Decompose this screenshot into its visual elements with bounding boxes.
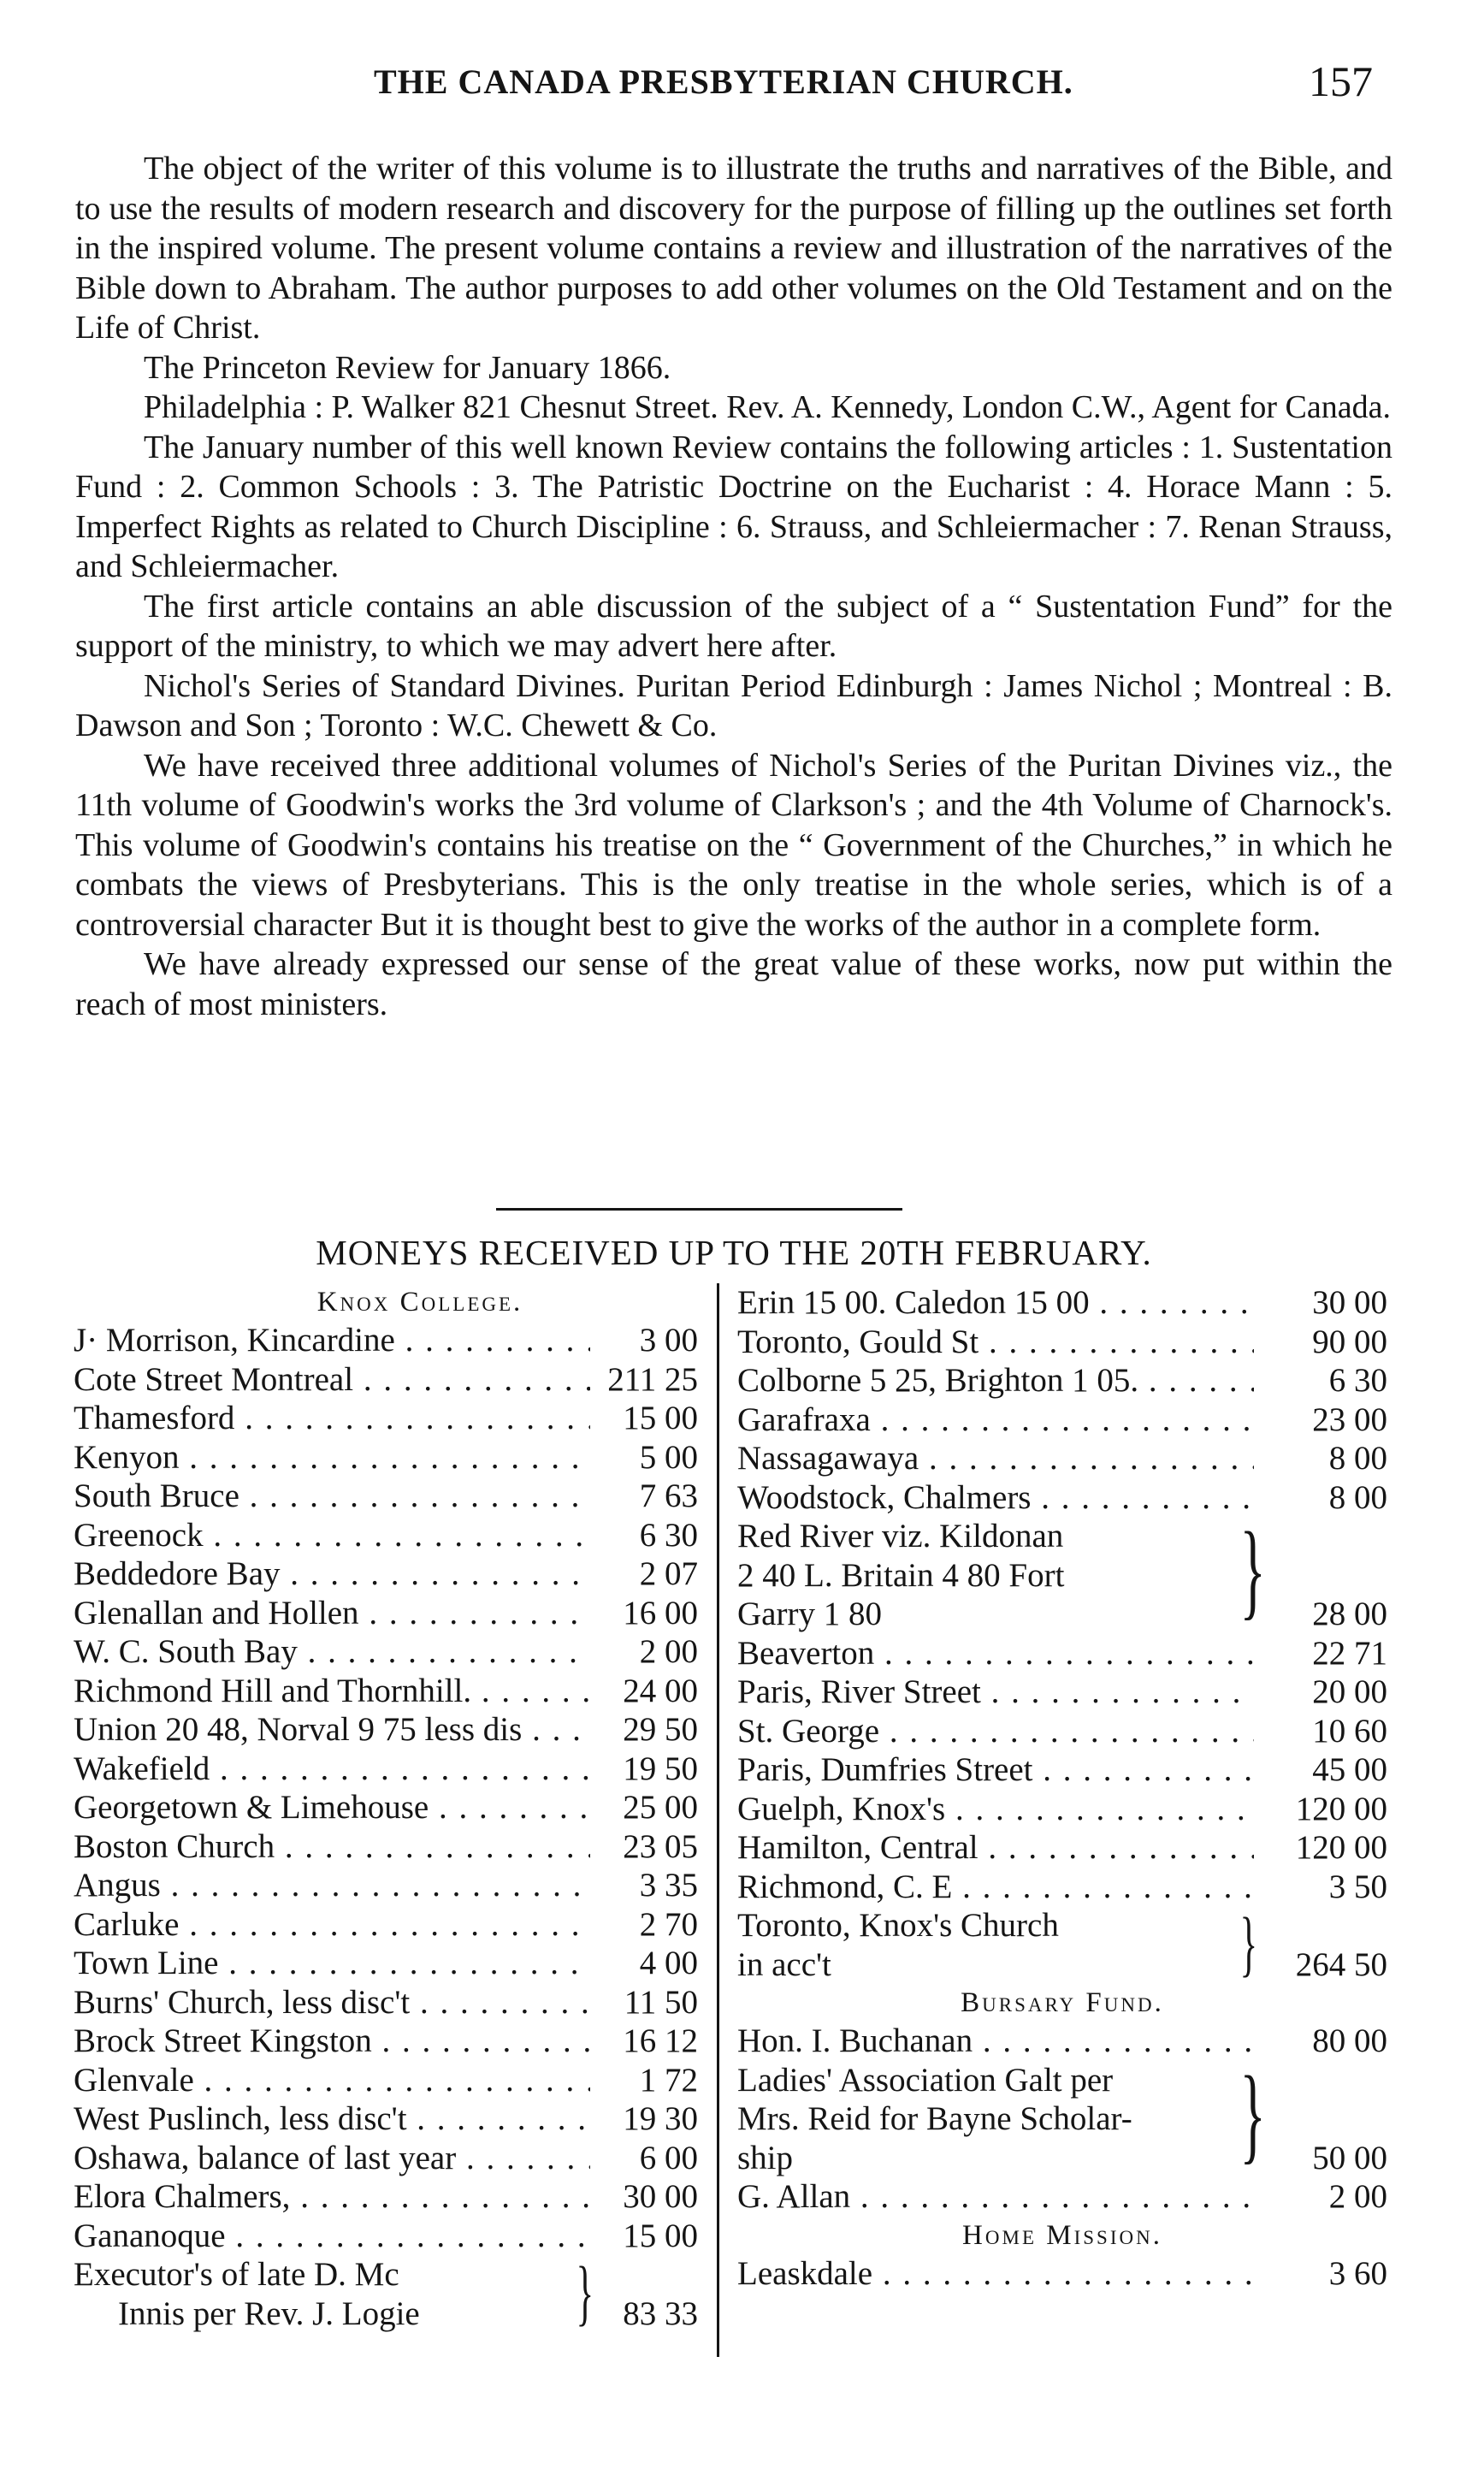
list-item xyxy=(737,1361,1387,1400)
list-item xyxy=(737,1439,1387,1478)
running-head-title: THE CANADA PRESBYTERIAN CHURCH. xyxy=(374,62,1073,101)
entry-name: Angus . . . xyxy=(74,1866,590,1905)
entry-amount: 16 00 xyxy=(623,1594,698,1631)
brace-icon: } xyxy=(1239,2054,1266,2174)
entry-amount: 264 50 xyxy=(1295,1945,1387,1983)
entry-name: Executor's of late D. Mc xyxy=(74,2256,399,2293)
entry-name: Beddedore Bay . . . xyxy=(74,1554,590,1594)
brace-icon: } xyxy=(1239,1902,1258,1984)
list-item xyxy=(74,1516,698,1555)
entry-amount: 20 00 xyxy=(1312,1673,1387,1710)
entry-name: St. George . . . xyxy=(737,1712,1254,1751)
list-item xyxy=(74,1321,698,1360)
entry-name: Union 20 48, Norval 9 75 less dis . . . xyxy=(74,1710,590,1750)
entry-amount: 211 25 xyxy=(607,1360,698,1398)
entry-name: Thamesford . . . xyxy=(74,1399,590,1438)
entry-amount: 19 50 xyxy=(623,1750,698,1787)
entry-amount: 11 50 xyxy=(624,1983,698,2021)
entry-amount: 16 12 xyxy=(623,2022,698,2059)
list-item xyxy=(737,1283,1387,1323)
entry-name: South Bruce . . . xyxy=(74,1477,590,1516)
entry-name: Paris, Dumfries Street . . . xyxy=(737,1750,1254,1790)
red-river-entry xyxy=(737,1511,1387,1634)
entry-name: Oshawa, balance of last year . . . xyxy=(74,2139,590,2178)
list-item xyxy=(737,1828,1387,1868)
reviews-text xyxy=(75,149,1392,1024)
knox-college-list-continued xyxy=(737,1634,1387,1907)
entry-name: Leaskdale . . . xyxy=(737,2254,1254,2294)
paragraph: Philadelphia : P. Walker 821 Chesnut Street. Rev. A. Kennedy, London C.W., Agent for Canada. xyxy=(144,389,1391,425)
column-divider xyxy=(717,1283,719,2357)
entry-name: Burns' Church, less disc't . . . xyxy=(74,1983,590,2022)
entry-name: Carluke . . . xyxy=(74,1905,590,1945)
entry-name: Boston Church . . . xyxy=(74,1827,590,1867)
entry-name: Georgetown & Limehouse . . . xyxy=(74,1788,590,1827)
entry-amount: 19 30 xyxy=(623,2100,698,2137)
list-item xyxy=(74,2177,698,2217)
home-mission-list xyxy=(737,2254,1387,2294)
page-number: 157 xyxy=(1309,57,1373,105)
list-item xyxy=(74,1672,698,1711)
entry-amount: 120 00 xyxy=(1295,1790,1387,1827)
paragraph: Nichol's Series of Standard Divines. Puritan Period Edinburgh : James Nichol ; Montreal : B. Dawson and Son ; Toronto : W.C. Chewett & Co. xyxy=(75,667,1392,743)
entry-amount: 30 00 xyxy=(1312,1284,1387,1321)
entry-amount: 3 00 xyxy=(639,1322,698,1359)
list-item xyxy=(74,1632,698,1672)
entry-name: Glenallan and Hollen . . . xyxy=(74,1594,590,1633)
list-item xyxy=(74,1750,698,1789)
entry-name: Kenyon . . . xyxy=(74,1438,590,1477)
list-item xyxy=(737,1790,1387,1829)
list-item xyxy=(737,1478,1387,1518)
entry-amount: 3 35 xyxy=(639,1867,698,1904)
entry-amount: 45 00 xyxy=(1312,1751,1387,1788)
entry-amount: 15 00 xyxy=(623,2217,698,2254)
entry-name: Garafraxa . . . xyxy=(737,1400,1254,1440)
list-item xyxy=(74,1983,698,2022)
list-item xyxy=(74,1866,698,1905)
entry-amount: 8 00 xyxy=(1328,1478,1387,1516)
entry-name: Woodstock, Chalmers . . . xyxy=(737,1478,1254,1518)
moneys-heading: MONEYS RECEIVED UP TO THE 20TH FEBRUARY. xyxy=(316,1233,1152,1272)
entry-name: Gananoque . . . xyxy=(74,2217,590,2256)
paragraph: The first article contains an able discussion of the subject of a “ Sustentation Fund” for the support of the ministry, to which we may advert here after. xyxy=(75,588,1392,664)
entry-name: W. C. South Bay . . . xyxy=(74,1632,590,1672)
list-item xyxy=(737,1400,1387,1440)
list-item xyxy=(737,1673,1387,1712)
entry-amount: 6 30 xyxy=(639,1516,698,1554)
entry-amount: 2 00 xyxy=(639,1633,698,1670)
entry-amount: 2 07 xyxy=(639,1555,698,1592)
entry-amount: 25 00 xyxy=(623,1789,698,1826)
entry-amount: 6 30 xyxy=(1328,1362,1387,1399)
list-item xyxy=(74,1438,698,1477)
executor-entry xyxy=(74,2251,698,2333)
entry-name: Garry 1 80 xyxy=(737,1596,882,1632)
list-item xyxy=(737,1868,1387,1907)
entry-amount: 29 50 xyxy=(623,1711,698,1748)
brace-icon: } xyxy=(1239,1511,1266,1630)
list-item xyxy=(74,1594,698,1633)
entry-name: Town Line . . . xyxy=(74,1944,590,1983)
entry-name: Richmond, C. E . . . xyxy=(737,1868,1254,1907)
entry-amount: 90 00 xyxy=(1312,1323,1387,1360)
list-item xyxy=(74,1710,698,1750)
toronto-knox-entry xyxy=(737,1902,1387,1984)
section-rule xyxy=(496,1208,902,1211)
list-item xyxy=(737,2022,1387,2061)
list-item xyxy=(74,2139,698,2178)
entry-amount: 1 72 xyxy=(639,2061,698,2099)
bursary-fund-heading: Bursary Fund. xyxy=(961,1987,1164,2018)
entry-name: Richmond Hill and Thornhill. . . . xyxy=(74,1672,590,1711)
entry-amount: 30 00 xyxy=(623,2178,698,2215)
entry-amount: 8 00 xyxy=(1328,1440,1387,1477)
list-item xyxy=(737,2177,1387,2217)
entry-amount: 6 00 xyxy=(639,2139,698,2176)
entry-amount: 120 00 xyxy=(1295,1829,1387,1866)
entry-name: Colborne 5 25, Brighton 1 05. . . . xyxy=(737,1361,1254,1400)
list-item xyxy=(74,1360,698,1400)
running-head xyxy=(68,57,1373,113)
list-item xyxy=(74,2061,698,2100)
list-item xyxy=(74,2217,698,2256)
entry-name: Wakefield . . . xyxy=(74,1750,590,1789)
entry-name: Toronto, Knox's Church xyxy=(737,1907,1059,1944)
entry-name: ship xyxy=(737,2139,794,2176)
knox-college-list-continued xyxy=(737,1283,1387,1517)
entry-name: J· Morrison, Kincardine . . . xyxy=(74,1321,590,1360)
entry-amount: 50 00 xyxy=(1312,2139,1387,2176)
entry-name: Beaverton . . . xyxy=(737,1634,1254,1673)
left-column xyxy=(74,1283,698,2333)
list-item xyxy=(74,1905,698,1945)
list-item xyxy=(74,1477,698,1516)
entry-amount: 22 71 xyxy=(1312,1634,1387,1672)
entry-name: Elora Chalmers, . . . xyxy=(74,2177,590,2217)
list-item xyxy=(74,2099,698,2139)
list-item xyxy=(74,2022,698,2061)
entry-amount: 15 00 xyxy=(623,1400,698,1436)
paragraph: The January number of this well known Review contains the following articles : 1. Sustentation Fund : 2. Common Schools : 3. The Patristic Doctrine on the Eucharist : 4. Horace Mann : 5. Imperfect Rights as related to Church Discipline : 6. Strauss, and Schleiermacher : 7. Renan Strauss, and Schleiermacher. xyxy=(75,429,1392,584)
entry-name: Glenvale . . . xyxy=(74,2061,590,2100)
list-item xyxy=(737,1634,1387,1673)
list-item xyxy=(737,1750,1387,1790)
list-item xyxy=(74,1827,698,1867)
paragraph: The object of the writer of this volume is to illustrate the truths and narratives of the Bible, and to use the results of modern research and discovery for the purpose of filling up the outlines set forth in the inspired volume. The present volume contains a review and illustration of the narratives of the Bible down to Abraham. The author purposes to add other volumes on the Old Testament and on the Life of Christ. xyxy=(75,151,1392,346)
list-item xyxy=(737,2254,1387,2294)
entry-amount: 10 60 xyxy=(1312,1712,1387,1750)
brace-icon: } xyxy=(576,2251,594,2333)
home-mission-heading: Home Mission. xyxy=(962,2219,1162,2251)
list-item xyxy=(737,1323,1387,1362)
entry-amount: 83 33 xyxy=(623,2294,698,2332)
entry-amount: 3 60 xyxy=(1328,2254,1387,2292)
entry-name: Brock Street Kingston . . . xyxy=(74,2022,590,2061)
entry-name: Innis per Rev. J. Logie xyxy=(118,2294,420,2332)
entry-amount: 24 00 xyxy=(623,1672,698,1709)
entry-amount: 4 00 xyxy=(639,1945,698,1981)
entry-name: Guelph, Knox's . . . xyxy=(737,1790,1254,1829)
entry-name: Mrs. Reid for Bayne Scholar- xyxy=(737,2100,1132,2137)
paragraph: We have already expressed our sense of the great value of these works, now put within the reach of most ministers. xyxy=(75,946,1392,1022)
paragraph: We have received three additional volumes of Nichol's Series of the Puritan Divines viz., the 11th volume of Goodwin's works the 3rd volume of Clarkson's ; and the 4th Volume of Charnock's. This volume of Goodwin's contains his treatise on the “ Government of the Churches,” in which he combats the views of Presbyterians. This is the only treatise in the whole series, which is of a controversial character But it is thought best to give the works of the author in a complete form. xyxy=(75,747,1392,943)
entry-name: Cote Street Montreal . . . xyxy=(74,1360,590,1400)
entry-name: Nassagawaya . . . xyxy=(737,1439,1254,1478)
entry-amount: 2 70 xyxy=(639,1905,698,1943)
entry-amount: 7 63 xyxy=(639,1477,698,1514)
entry-name: West Puslinch, less disc't . . . xyxy=(74,2099,590,2139)
entry-name: in acc't xyxy=(737,1945,831,1983)
entry-amount: 2 00 xyxy=(1328,2178,1387,2215)
entry-name: Erin 15 00. Caledon 15 00 . . . xyxy=(737,1283,1254,1323)
list-item xyxy=(74,1554,698,1594)
entry-amount: 80 00 xyxy=(1312,2022,1387,2059)
entry-name: Ladies' Association Galt per xyxy=(737,2061,1114,2099)
entry-name: Greenock . . . xyxy=(74,1516,590,1555)
entry-amount: 23 00 xyxy=(1312,1400,1387,1438)
entry-amount: 23 05 xyxy=(623,1827,698,1865)
list-item xyxy=(74,1788,698,1827)
list-item xyxy=(74,1399,698,1438)
ladies-association-entry xyxy=(737,2054,1387,2178)
entry-name: 2 40 L. Britain 4 80 Fort xyxy=(737,1556,1065,1594)
entry-name: Paris, River Street . . . xyxy=(737,1673,1254,1712)
entry-name: G. Allan . . . xyxy=(737,2177,1254,2217)
entry-name: Red River viz. Kildonan xyxy=(737,1518,1064,1554)
entry-amount: 3 50 xyxy=(1328,1868,1387,1905)
paragraph: The Princeton Review for January 1866. xyxy=(144,349,671,386)
entry-name: Hamilton, Central . . . xyxy=(737,1828,1254,1868)
entry-name: Toronto, Gould St . . . xyxy=(737,1323,1254,1362)
list-item xyxy=(737,1712,1387,1751)
entry-amount: 5 00 xyxy=(639,1438,698,1476)
entry-amount: 28 00 xyxy=(1312,1596,1387,1632)
entry-name: Hon. I. Buchanan . . . xyxy=(737,2022,1254,2061)
knox-college-heading: Knox College. xyxy=(316,1287,523,1317)
list-item xyxy=(74,1944,698,1983)
knox-college-list xyxy=(74,1321,698,2255)
right-column xyxy=(737,1283,1387,2293)
